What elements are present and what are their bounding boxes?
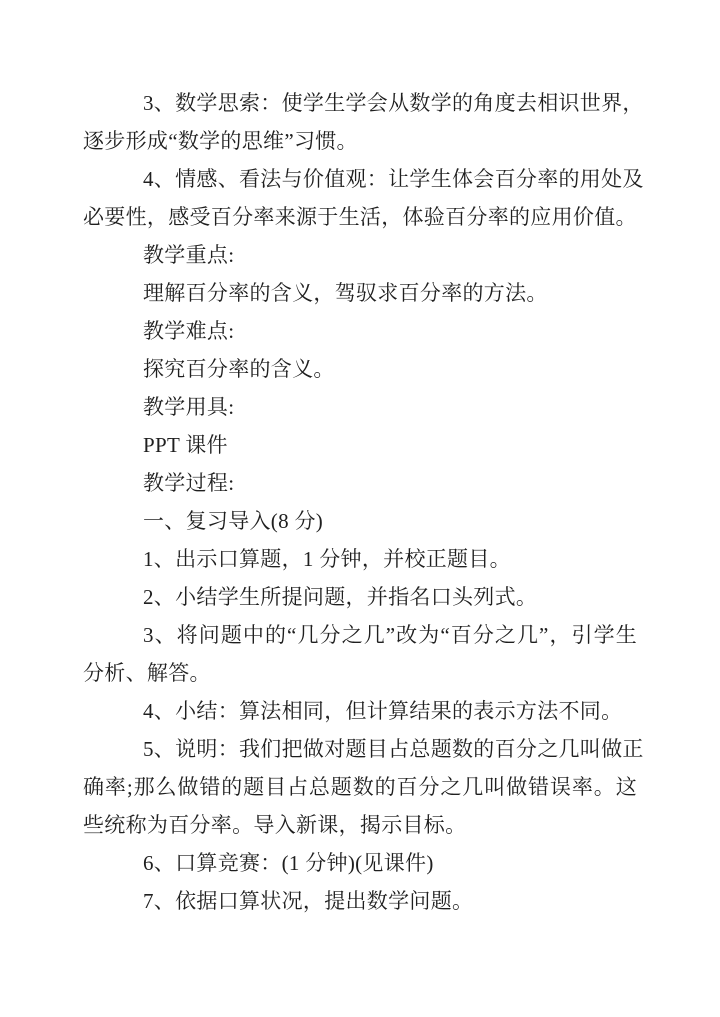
paragraph	[83, 692, 637, 730]
paragraph-heading	[83, 464, 637, 502]
text-line: 教学重点:	[143, 243, 235, 267]
text-line: 教学用具:	[143, 395, 235, 419]
paragraph	[83, 84, 644, 160]
paragraph-heading	[83, 388, 637, 426]
text-line: 7、依据口算状况，提出数学问题。	[143, 889, 474, 913]
paragraph	[83, 578, 637, 616]
text-line: 4、情感、看法与价值观：让学生体会百分率的用处及	[143, 167, 644, 191]
text-line: 一、复习导入(8 分)	[143, 509, 324, 533]
paragraph	[83, 350, 637, 388]
text-line: 必要性，感受百分率来源于生活，体验百分率的应用价值。	[83, 205, 637, 229]
text-line: 5、说明：我们把做对题目占总题数的百分之几叫做正	[143, 737, 644, 761]
paragraph	[83, 426, 637, 464]
text-line: 4、小结：算法相同，但计算结果的表示方法不同。	[143, 699, 623, 723]
paragraph-heading	[83, 236, 637, 274]
text-line: PPT 课件	[143, 433, 228, 457]
text-line: 2、小结学生所提问题，并指名口头列式。	[143, 585, 538, 609]
paragraph-section	[83, 502, 637, 540]
paragraph	[83, 616, 637, 692]
paragraph	[83, 160, 644, 236]
text-column	[83, 84, 644, 920]
text-line: 分析、解答。	[83, 661, 211, 685]
text-line: 逐步形成“数学的思维”习惯。	[83, 129, 358, 153]
text-line: 6、口算竞赛：(1 分钟)(见课件)	[143, 851, 434, 875]
text-line: 些统称为百分率。导入新课，揭示目标。	[83, 813, 467, 837]
paragraph-heading	[83, 312, 637, 350]
paragraph	[83, 540, 637, 578]
paragraph	[83, 730, 644, 844]
text-line: 探究百分率的含义。	[143, 357, 335, 381]
text-line: 3、数学思索：使学生学会从数学的角度去相识世界，	[143, 91, 644, 115]
text-line: 3、将问题中的“几分之几”改为“百分之几”，引学生	[143, 623, 637, 647]
paragraph	[83, 274, 637, 312]
text-line: 理解百分率的含义，驾驭求百分率的方法。	[143, 281, 548, 305]
text-line: 确率;那么做错的题目占总题数的百分之几叫做错误率。这	[83, 775, 637, 799]
paragraph	[83, 844, 637, 882]
paragraph	[83, 882, 637, 920]
text-line: 教学难点:	[143, 319, 235, 343]
text-line: 1、出示口算题，1 分钟，并校正题目。	[143, 547, 511, 571]
text-line: 教学过程:	[143, 471, 235, 495]
